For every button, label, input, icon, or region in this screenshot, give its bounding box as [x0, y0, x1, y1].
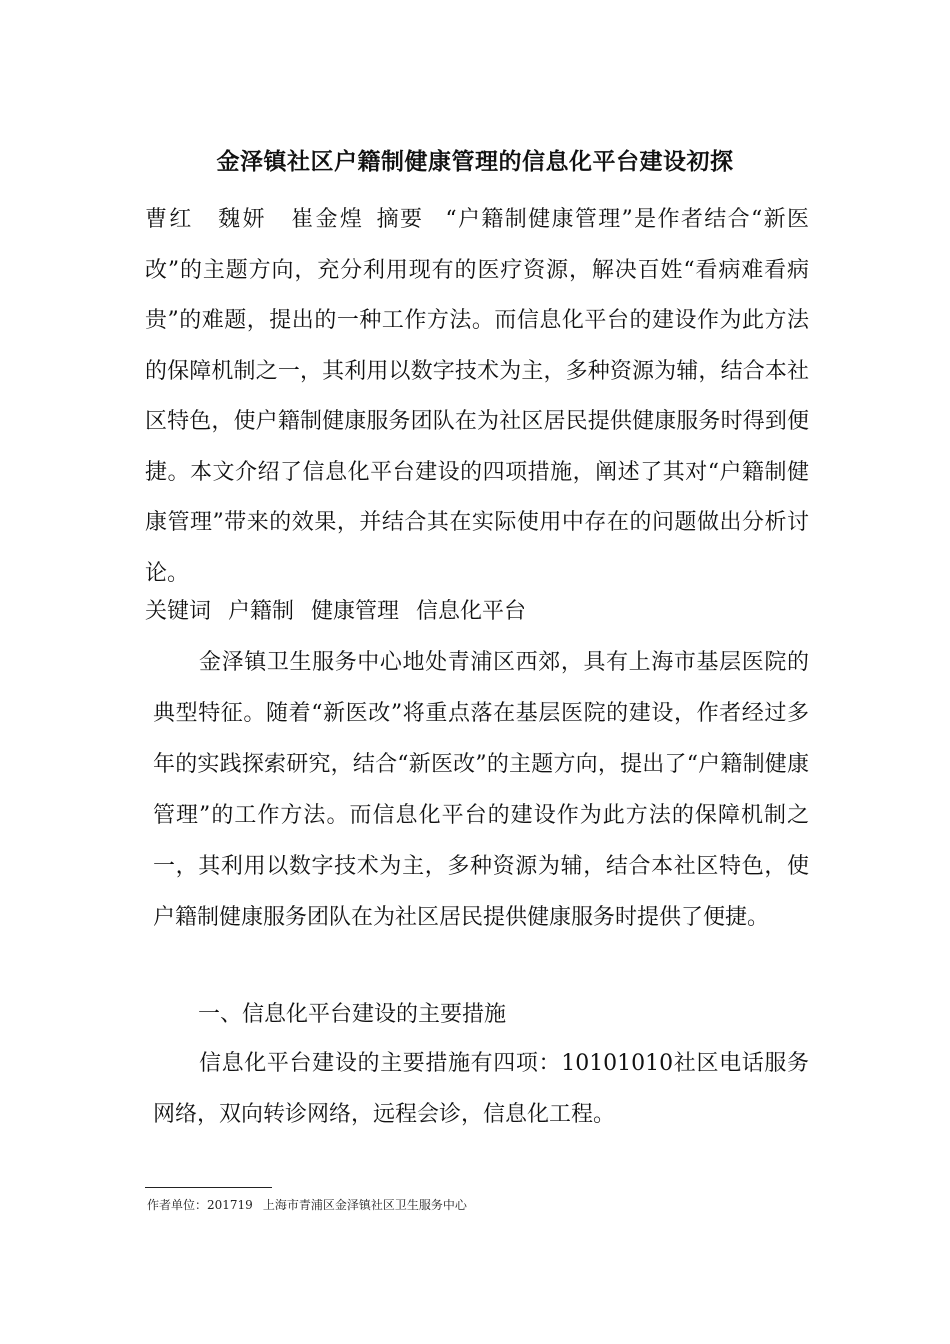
section-paragraph: 信息化平台建设的主要措施有四项：10101010社区电话服务网络，双向转诊网络，远程会诊，信息化工程。 [153, 1051, 809, 1127]
intro-paragraph: 金泽镇卫生服务中心地处青浦区西郊，具有上海市基层医院的典型特征。随着“新医改”将重点落在基层医院的建设，作者经过多年的实践探索研究，结合“新医改”的主题方向，提出了“户籍制健康管理”的工作方法。而信息化平台的建设作为此方法的保障机制之一，其利用以数字技术为主，多种资源为辅，结合本社区特色，使户籍制健康服务团队在为社区居民提供健康服务时提供了便捷。 [153, 650, 809, 930]
abstract-text: “户籍制健康管理”是作者结合“新医改”的主题方向，充分利用现有的医疗资源，解决百姓“看病难看病贵”的难题，提出的一种工作方法。而信息化平台的建设作为此方法的保障机制之一，其利用以数字技术为主，多种资源为辅，结合本社区特色，使户籍制健康服务团队在为社区居民提供健康服务时得到便捷。本文介绍了信息化平台建设的四项措施，阐述了其对“户籍制健康管理”带来的效果，并结合其在实际使用中存在的问题做出分析讨论。 [145, 207, 809, 586]
authors: 曹红 魏妍 崔金煌 [145, 207, 365, 232]
footnote-affiliation: 上海市青浦区金泽镇社区卫生服务中心 [262, 1198, 467, 1212]
abstract-label: 摘要 [376, 207, 424, 232]
page-title: 金泽镇社区户籍制健康管理的信息化平台建设初探 [216, 148, 734, 175]
keyword-item: 户籍制 [228, 599, 295, 624]
section-heading: 一、信息化平台建设的主要措施 [198, 1002, 507, 1027]
keyword-item: 健康管理 [311, 599, 400, 624]
keywords-label: 关键词 [145, 599, 212, 624]
footnote-label: 作者单位：201719 [147, 1198, 253, 1212]
keyword-item: 信息化平台 [416, 599, 527, 624]
footnote [147, 1195, 467, 1215]
keywords-line [145, 592, 809, 632]
footnote-divider [145, 1187, 272, 1188]
abstract-block [145, 195, 809, 599]
